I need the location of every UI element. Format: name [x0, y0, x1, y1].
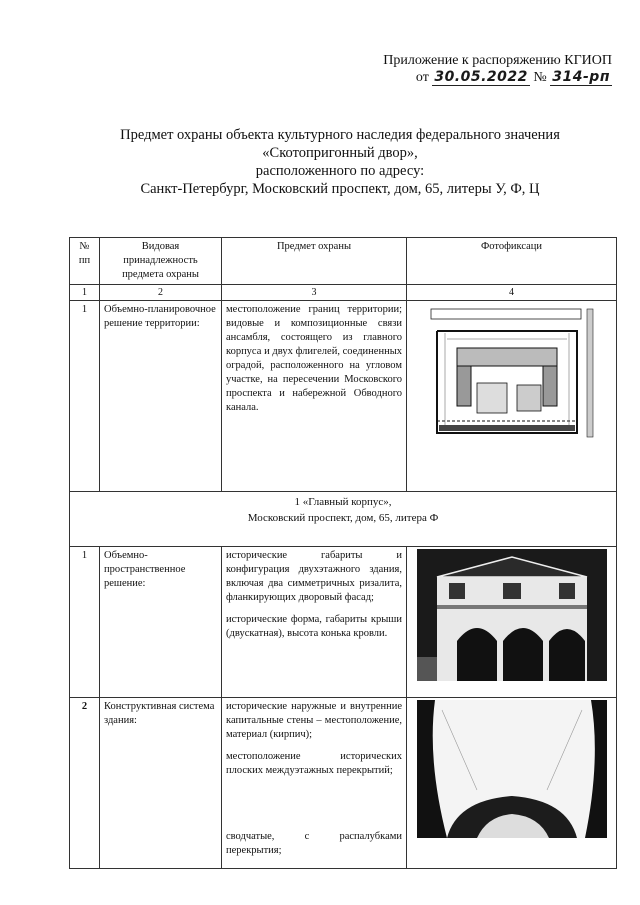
facade-photo-image — [417, 549, 607, 681]
row-kind: Объемно-пространственное решение: — [100, 547, 222, 698]
vault-photo — [407, 698, 617, 869]
row-kind: Объемно-планировочное решение территории: — [100, 301, 222, 492]
number-sign: № — [533, 70, 547, 85]
subject-paragraph: исторические форма, габариты крыши (двускатная), высота конька кровли. — [226, 614, 402, 639]
site-plan-drawing — [427, 303, 597, 443]
header-photo: Фотофиксаци — [407, 238, 617, 285]
section-heading — [70, 492, 617, 547]
index-cell: 3 — [222, 285, 407, 301]
document-title — [40, 126, 640, 198]
site-plan-image — [407, 301, 617, 492]
index-cell: 4 — [407, 285, 617, 301]
from-label: от — [415, 70, 429, 85]
appendix-title: Приложение к распоряжению КГИОП — [383, 53, 612, 68]
section-row — [70, 492, 617, 547]
subject-paragraph: сводчатые, с распалубками перекрытия; — [226, 831, 402, 856]
title-line-3: расположенного по адресу: — [255, 163, 425, 179]
index-cell: 1 — [70, 285, 100, 301]
title-line-4: Санкт-Петербург, Московский проспект, дом, 65, литеры У, Ф, Ц — [140, 181, 540, 197]
table-row — [70, 547, 617, 698]
row-kind: Конструктивная система здания: — [100, 698, 222, 869]
row-number: 2 — [70, 698, 100, 869]
vault-photo-image — [417, 700, 607, 838]
index-cell: 2 — [100, 285, 222, 301]
row-subject — [222, 698, 407, 869]
appendix-number: 314-рп — [552, 69, 610, 85]
row-number: 1 — [70, 547, 100, 698]
table-row — [70, 698, 617, 869]
row-subject: местоположение границ территории; видовые и композиционные связи ансамбля, состоящего из главного корпуса и двух флигелей, соединенных оградой, расположенного на угловом участке, на пересечении Московского проспекта и набережной Обводного канала. — [222, 301, 407, 492]
subject-paragraph: исторические наружные и внутренние капитальные стены – местоположение, материал (кирпич); — [226, 701, 402, 740]
appendix-date: 30.05.2022 — [434, 69, 528, 85]
appendix-header — [383, 52, 612, 86]
subject-paragraph: местоположение исторических плоских междуэтажных перекрытий; — [226, 751, 402, 776]
subject-paragraph: исторические габариты и конфигурация двухэтажного здания, включая два симметричных ризалита, фланкирующих дворовый фасад; — [226, 550, 402, 603]
header-kind: Видовая принадлежность предмета охраны — [100, 238, 222, 285]
table-row — [70, 301, 617, 492]
facade-photo — [407, 547, 617, 698]
index-row — [70, 285, 617, 301]
section-address: Московский проспект, дом, 65, литера Ф — [247, 512, 439, 524]
header-subject: Предмет охраны — [222, 238, 407, 285]
appendix-date-line — [383, 69, 612, 86]
protection-table — [69, 237, 617, 869]
title-line-2: «Скотопригонный двор», — [262, 145, 418, 161]
title-line-1: Предмет охраны объекта культурного наследия федерального значения — [120, 127, 560, 143]
header-num: № пп — [70, 238, 100, 285]
row-number: 1 — [70, 301, 100, 492]
section-title: 1 «Главный корпус», — [294, 496, 392, 508]
row-subject — [222, 547, 407, 698]
header-row — [70, 238, 617, 285]
